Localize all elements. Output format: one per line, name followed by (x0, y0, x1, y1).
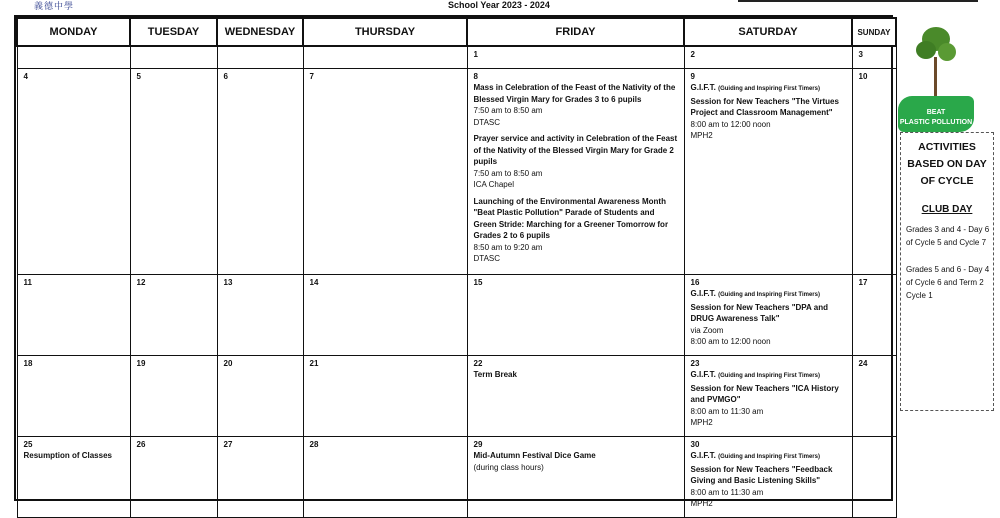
day-number: 21 (309, 358, 319, 368)
day-number: 7 (309, 71, 314, 81)
day-number: 2 (690, 50, 695, 59)
event-prefix (691, 450, 848, 464)
day-cell (217, 68, 303, 274)
day-cell (217, 46, 303, 68)
calendar-event (474, 369, 680, 381)
event-prefix-text: G.I.F.T. (690, 83, 716, 92)
week-row (17, 355, 896, 436)
day-cell (684, 68, 852, 274)
day-number: 16 (690, 277, 700, 287)
day-cell (303, 46, 467, 68)
event-detail: 7:50 am to 8:50 am (473, 168, 543, 178)
school-logo-text: 義德中學 (34, 2, 75, 12)
event-title: Resumption of Classes (23, 451, 112, 460)
tree-trunk-icon (934, 57, 937, 97)
calendar-grid (14, 15, 893, 508)
event-title: Launching of the Environmental Awareness Month "Beat Plastic Pollution" Parade of Students and Green Stride: Marching for a Greener Tomorrow for Grades 2 to 6 pupils (473, 196, 669, 240)
day-cell (684, 355, 852, 436)
event-detail: via Zoom (690, 325, 724, 335)
day-number: 1 (473, 50, 478, 59)
calendar-table (16, 17, 897, 518)
club-note-1: Grades 3 and 4 - Day 6 of Cycle 5 and Cycle 7 (906, 225, 990, 247)
day-cell (852, 436, 896, 517)
calendar-event (24, 450, 126, 462)
day-number: 23 (690, 358, 700, 368)
event-title: Session for New Teachers "ICA History and PVMGO" (690, 383, 839, 404)
badge-text (898, 108, 974, 128)
event-prefix-text: G.I.F.T. (690, 370, 716, 379)
calendar-event (691, 288, 848, 348)
event-detail: (during class hours) (473, 462, 544, 472)
event-detail: 8:00 am to 11:30 am (690, 487, 764, 497)
event-title: Mid-Autumn Festival Dice Game (473, 451, 596, 460)
event-prefix-text: G.I.F.T. (690, 451, 716, 460)
event-detail: 8:00 am to 12:00 noon (690, 119, 771, 129)
header-monday: MONDAY (17, 18, 130, 46)
event-prefix-note: (Guiding and Inspiring First Timers) (718, 292, 820, 298)
activities-panel (900, 132, 994, 411)
calendar-event (691, 450, 848, 510)
day-number: 6 (223, 71, 228, 81)
event-detail: MPH2 (690, 131, 713, 140)
event-title: Term Break (473, 370, 517, 379)
day-cell (852, 68, 896, 274)
event-prefix (691, 369, 848, 383)
day-cell (684, 274, 852, 355)
day-cell (17, 46, 130, 68)
badge-line-1: BEAT (926, 109, 946, 116)
day-number: 3 (858, 50, 863, 59)
event-title: Session for New Teachers "Feedback Giving and Basic Listening Skills" (690, 464, 833, 485)
day-number: 25 (23, 439, 33, 449)
day-cell (17, 436, 130, 517)
day-number: 24 (858, 358, 868, 368)
event-detail: ICA Chapel (473, 180, 514, 189)
day-number: 17 (858, 277, 868, 287)
day-number: 5 (136, 71, 141, 81)
header-divider (738, 0, 978, 2)
day-cell (130, 274, 217, 355)
day-number: 11 (23, 277, 32, 287)
day-number: 22 (473, 358, 483, 368)
day-cell (130, 355, 217, 436)
day-number: 4 (23, 71, 28, 81)
day-number: 26 (136, 439, 146, 449)
day-cell (467, 355, 684, 436)
event-prefix-note: (Guiding and Inspiring First Timers) (718, 373, 820, 379)
day-number: 12 (136, 277, 146, 287)
event-detail: 8:50 am to 9:20 am (473, 242, 543, 252)
day-number: 15 (473, 277, 483, 287)
day-number: 14 (309, 277, 319, 287)
event-detail: 8:00 am to 11:30 am (690, 406, 764, 416)
header-saturday: SATURDAY (684, 18, 852, 46)
day-cell (852, 274, 896, 355)
tree-leaf-icon (938, 43, 956, 61)
event-detail: MPH2 (690, 499, 713, 508)
badge-line-2: PLASTIC POLLUTION (899, 119, 973, 126)
day-cell (303, 68, 467, 274)
event-title: Prayer service and activity in Celebration of the Feast of the Nativity of the Blessed Virgin Mary for Grade 2 pupils (473, 134, 678, 166)
activities-title: ACTIVITIES BASED ON DAY OF CYCLE (907, 141, 987, 187)
event-detail: DTASC (473, 117, 501, 127)
day-number: 9 (690, 71, 695, 81)
day-cell (130, 436, 217, 517)
beat-plastic-pollution-badge (898, 23, 974, 133)
day-cell (467, 274, 684, 355)
day-cell (130, 46, 217, 68)
day-number: 8 (473, 71, 478, 81)
sidebar (896, 15, 1000, 501)
day-cell (852, 46, 896, 68)
day-cell (17, 274, 130, 355)
day-number: 13 (223, 277, 233, 287)
header-sunday: SUNDAY (852, 18, 896, 46)
day-number: 29 (473, 439, 483, 449)
event-title: Session for New Teachers "The Virtues Project and Classroom Management" (690, 96, 839, 117)
day-number: 10 (858, 71, 868, 81)
day-cell (217, 355, 303, 436)
event-title: Session for New Teachers "DPA and DRUG Awareness Talk" (690, 302, 828, 323)
calendar-event (474, 82, 680, 128)
event-detail: MPH2 (690, 418, 713, 427)
day-number: 18 (23, 358, 33, 368)
header-thursday: THURSDAY (303, 18, 467, 46)
day-number: 28 (309, 439, 319, 449)
day-cell (217, 274, 303, 355)
week-row (17, 274, 896, 355)
event-detail: DTASC (473, 254, 501, 263)
club-note-2: Grades 5 and 6 - Day 4 of Cycle 6 and Term 2 Cycle 1 (906, 265, 990, 300)
header-tuesday: TUESDAY (130, 18, 217, 46)
day-cell (684, 46, 852, 68)
week-row (17, 46, 896, 68)
day-cell (467, 68, 684, 274)
calendar-event (691, 369, 848, 429)
week-row (17, 436, 896, 517)
day-number: 30 (690, 439, 700, 449)
day-cell (684, 436, 852, 517)
day-cell (130, 68, 217, 274)
school-year-title: School Year 2023 - 2024 (448, 0, 550, 10)
event-prefix-note: (Guiding and Inspiring First Timers) (718, 454, 820, 460)
day-cell (303, 355, 467, 436)
club-day-heading: CLUB DAY (921, 204, 973, 215)
day-cell (17, 68, 130, 274)
event-detail: 7:50 am to 8:50 am (473, 106, 543, 115)
day-cell (852, 355, 896, 436)
event-prefix (691, 82, 848, 96)
header-wednesday: WEDNESDAY (217, 18, 303, 46)
header-friday: FRIDAY (467, 18, 684, 46)
event-title: Mass in Celebration of the Feast of the Nativity of the Blessed Virgin Mary for Grades 3 to 6 pupils (473, 83, 676, 104)
week-row (17, 68, 896, 274)
event-detail: 8:00 am to 12:00 noon (690, 337, 771, 346)
day-number: 20 (223, 358, 233, 368)
event-prefix-note: (Guiding and Inspiring First Timers) (718, 86, 820, 92)
weekday-header-row (17, 18, 896, 46)
day-cell (303, 436, 467, 517)
event-prefix (691, 288, 848, 302)
calendar-event (691, 82, 848, 142)
tree-leaf-icon (916, 41, 936, 59)
day-number: 19 (136, 358, 146, 368)
day-number: 27 (223, 439, 233, 449)
day-cell (217, 436, 303, 517)
day-cell (303, 274, 467, 355)
day-cell (467, 436, 684, 517)
calendar-event (474, 196, 680, 265)
calendar-event (474, 450, 680, 473)
event-prefix-text: G.I.F.T. (690, 289, 716, 298)
calendar-event (474, 133, 680, 191)
day-cell (17, 355, 130, 436)
day-cell (467, 46, 684, 68)
